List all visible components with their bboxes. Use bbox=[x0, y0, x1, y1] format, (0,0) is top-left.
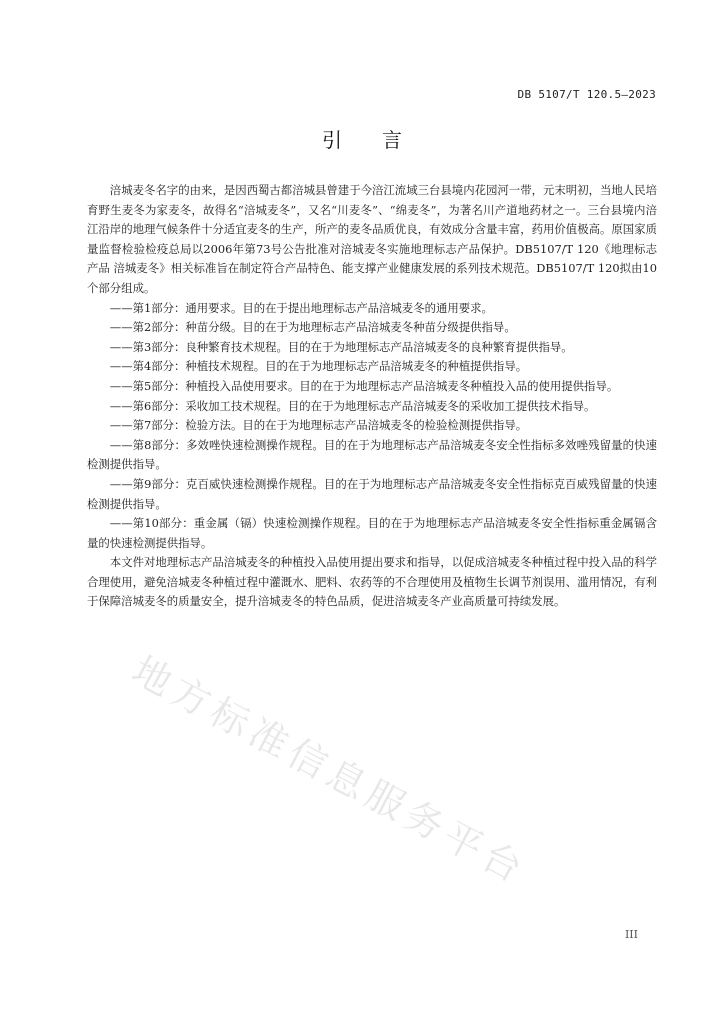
part-item: ——第6部分：采收加工技术规程。目的在于为地理标志产品涪城麦冬的采收加工提供技术指导。 bbox=[109, 398, 596, 413]
part-item: ——第2部分：种苗分级。目的在于为地理标志产品涪城麦冬种苗分级提供指导。 bbox=[109, 320, 516, 335]
part-item: ——第7部分：检验方法。目的在于为地理标志产品涪城麦冬的检验检测提供指导。 bbox=[109, 418, 528, 433]
part-item: ——第9部分：克百威快速检测操作规程。目的在于为地理标志产品涪城麦冬安全性指标克百威残留量的快速检测提供指导。 bbox=[87, 476, 657, 511]
standard-code: DB 5107/T 120.5—2023 bbox=[517, 88, 656, 101]
page-title: 引言 bbox=[322, 128, 442, 152]
document-body bbox=[87, 181, 657, 612]
part-item: ——第5部分：种植投入品使用要求。目的在于为地理标志产品涪城麦冬种植投入品的使用提供指导。 bbox=[109, 378, 619, 393]
page-number: III bbox=[624, 928, 638, 941]
conclusion-paragraph: 本文件对地理标志产品涪城麦冬的种植投入品使用提出要求和指导，以促成涪城麦冬种植过程中投入品的科学合理使用，避免涪城麦冬种植过程中灌溉水、肥料、农药等的不合理使用及植物生长调节剂误用、滥用情况，有利于保障涪城麦冬的质量安全，提升涪城麦冬的特色品质，促进涪城麦冬产业高质量可持续发展。 bbox=[87, 555, 657, 609]
part-item: ——第10部分：重金属（镉）快速检测操作规程。目的在于为地理标志产品涪城麦冬安全性指标重金属镉含量的快速检测提供指导。 bbox=[87, 516, 657, 550]
intro-paragraph: 涪城麦冬名字的由来，是因西蜀古都涪城县曾建于今涪江流域三台县境内花园河一带，元末明初，当地人民培育野生麦冬为家麦冬，故得名“涪城麦冬”，又名“川麦冬”、“绵麦冬”，为著名川产道地药材之一。三台县境内涪江沿岸的地理气候条件十分适宜麦冬的生产，所产的麦冬品质优良，有效成分含量丰富，药用价值极高。原国家质量监督检验检疫总局以2006年第73号公告批准对涪城麦冬实施地理标志产品保护。DB5107/T 120《地理标志产品 涪城麦冬》相关标准旨在制定符合产品特色、能支撑产业健康发展的系列技术规范。DB5107/T 120拟由10个部分组成。 bbox=[87, 183, 657, 295]
part-item: ——第4部分：种植技术规程。目的在于为地理标志产品涪城麦冬的种植提供指导。 bbox=[109, 359, 528, 374]
part-item: ——第3部分：良种繁育技术规程。目的在于为地理标志产品涪城麦冬的良种繁育提供指导。 bbox=[109, 339, 573, 354]
part-item: ——第1部分：通用要求。目的在于提出地理标志产品涪城麦冬的通用要求。 bbox=[109, 300, 493, 315]
part-item: ——第8部分：多效唑快速检测操作规程。目的在于为地理标志产品涪城麦冬安全性指标多效唑残留量的快速检测提供指导。 bbox=[87, 437, 657, 472]
watermark: 地方标准信息服务平台 bbox=[125, 647, 535, 894]
